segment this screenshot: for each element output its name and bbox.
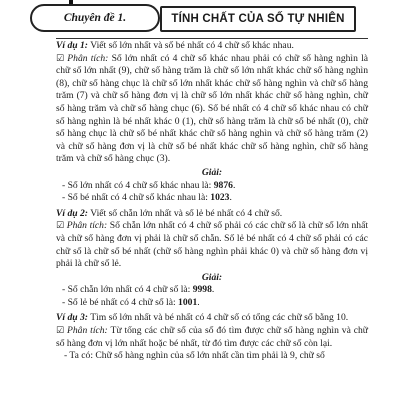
question-text: Viết số chẵn lớn nhất và số lẻ bé nhất có 4 chữ số. <box>90 207 283 219</box>
question-text: Viết số lớn nhất và số bé nhất có 4 chữ số khác nhau. <box>90 40 294 51</box>
example-1-question <box>56 40 368 53</box>
analysis-label: Phân tích: <box>66 220 108 232</box>
example-3-question <box>56 312 368 325</box>
answer-value: 1023 <box>210 192 230 204</box>
analysis-label: Phân tích: <box>67 325 108 337</box>
solution-label: Giải: <box>201 271 223 283</box>
example-2-question <box>56 208 368 221</box>
analysis-text: Số lớn nhất có 4 chữ số khác nhau phải có chữ số hàng nghìn là chữ số lớn nhất (9), chữ số hàng trăm là chữ số lớn nhất khác chữ số hàng nghìn (8), chữ số hàng chục là chữ số lớn nhất khác chữ số hàng nghìn và chữ số hàng trăm (7) và chữ số hàng đơn vị là chữ số lớn nhất khác chữ số hàng nghìn, chữ số hàng trăm và chữ số hàng chục (6). Số bé nhất có 4 chữ số khác nhau có chữ số hàng nghìn là bé nhất khác 0 (1), chữ số hàng trăm là chữ số bé nhất (0), chữ số hàng chục là chữ số bé nhất khác chữ số hàng nghìn và chữ số hàng trăm (2) và chữ số hàng đơn vị là chữ số bé nhất khác chữ số hàng nghìn, chữ số hàng trăm và chữ số hàng chục (3). <box>56 52 369 165</box>
continuation-text: - Ta có: Chữ số hàng nghìn của số lớn nhất cần tìm phải là 9, chữ số <box>64 350 325 362</box>
chapter-title: TÍNH CHẤT CỦA SỐ TỰ NHIÊN <box>160 6 356 32</box>
example-1-analysis <box>56 53 368 166</box>
question-text: Tìm số lớn nhất và bé nhất có 4 chữ số có tổng các chữ số bằng 10. <box>90 312 349 324</box>
answer-line: - Số chẵn lớn nhất có 4 chữ số là: 9998. <box>62 284 215 296</box>
checkbox-icon: ☑ <box>56 221 65 232</box>
solution-label: Giải: <box>201 166 223 178</box>
header-rule <box>56 38 368 39</box>
checkbox-icon: ☑ <box>56 326 65 337</box>
example-label: Ví dụ 3: <box>56 312 88 324</box>
analysis-label: Phân tích: <box>67 52 109 64</box>
answer-value: 9876 <box>213 179 233 191</box>
answer-line: - Số lớn nhất có 4 chữ số khác nhau là: 9876. <box>62 179 236 191</box>
example-2-analysis <box>56 220 368 270</box>
example-label: Ví dụ 2: <box>56 207 88 219</box>
answer-value: 9998 <box>192 284 212 296</box>
analysis-text: Số chẵn lớn nhất có 4 chữ số phải có các chữ số là chữ số lớn nhất và chữ số hàng đơn vị phải là chữ số chẵn. Số lẻ bé nhất có 4 chữ số phải có các chữ số là chữ số bé nhất (chữ số hàng nghìn phải khác 0) và chữ số hàng đơn vị phải là chữ số lẻ. <box>56 220 369 270</box>
example-3-analysis <box>56 325 368 350</box>
example-label: Ví dụ 1: <box>56 40 88 51</box>
answer-value: 1001 <box>178 296 198 308</box>
answer-line: - Số lẻ bé nhất có 4 chữ số là: 1001. <box>62 296 200 308</box>
answer-line: - Số bé nhất có 4 chữ số khác nhau là: 1023. <box>62 192 232 204</box>
chapter-badge: Chuyên đề 1. <box>30 4 160 32</box>
analysis-text: Từ tổng các chữ số của số đó tìm được chữ số hàng nghìn và chữ số hàng đơn vị lớn nhất hoặc bé nhất, từ đó tìm được các chữ số còn lại. <box>56 325 369 349</box>
document-body <box>56 40 368 363</box>
checkbox-icon: ☑ <box>56 53 65 64</box>
